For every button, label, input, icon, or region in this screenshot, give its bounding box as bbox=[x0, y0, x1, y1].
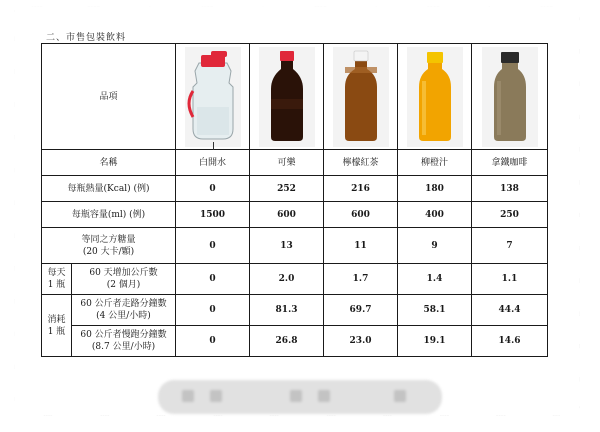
group-label-line1: 每天 bbox=[47, 268, 66, 278]
print-icon[interactable] bbox=[182, 390, 194, 402]
table-cell: 138 bbox=[472, 176, 548, 202]
table-cell: 19.1 bbox=[398, 326, 472, 357]
table-cell: 0 bbox=[176, 295, 250, 326]
zoom-icon[interactable] bbox=[394, 390, 406, 402]
table-cell: 0 bbox=[176, 326, 250, 357]
table-cell: 1500 bbox=[176, 202, 250, 228]
page-up-icon[interactable] bbox=[290, 390, 302, 402]
table-cell: 250 bbox=[472, 202, 548, 228]
drink-name: 白開水 bbox=[176, 150, 250, 176]
table-cell: 0 bbox=[176, 176, 250, 202]
table-cell: 600 bbox=[250, 202, 324, 228]
group-label-line1: 消耗 bbox=[47, 314, 66, 325]
row-label bbox=[72, 264, 176, 295]
viewer-toolbar[interactable] bbox=[158, 380, 442, 414]
name-label: 名稱 bbox=[42, 150, 176, 176]
row-label bbox=[72, 326, 176, 357]
table-cell: 1.1 bbox=[472, 264, 548, 295]
orange-juice-bottle-icon bbox=[407, 47, 463, 147]
volume-row bbox=[42, 202, 548, 228]
table-cell: 9 bbox=[398, 228, 472, 264]
table-cell: 400 bbox=[398, 202, 472, 228]
photo-cell-orange-juice bbox=[398, 44, 472, 150]
row-label-line1: 60 天增加公斤數 bbox=[89, 268, 158, 278]
cola-bottle-icon bbox=[259, 47, 315, 147]
group-label-daily bbox=[42, 264, 72, 295]
row-label: 每瓶容量(ml) (例) bbox=[42, 202, 176, 228]
drink-name: 檸檬紅茶 bbox=[324, 150, 398, 176]
row-label-line1: 等同之方糖量 bbox=[81, 234, 136, 245]
photo-cell-latte bbox=[472, 44, 548, 150]
row-label-line2: (20 大卡/顆) bbox=[82, 246, 135, 257]
table-cell: 13 bbox=[250, 228, 324, 264]
table-cell: 69.7 bbox=[324, 295, 398, 326]
row-label-line2: (8.7 公里/小時) bbox=[91, 342, 156, 352]
download-icon[interactable] bbox=[210, 390, 222, 402]
table-cell: 0 bbox=[176, 228, 250, 264]
table-cell: 1.7 bbox=[324, 264, 398, 295]
table-cell: 7 bbox=[472, 228, 548, 264]
row-label-line1: 60 公斤者慢跑分鐘數 bbox=[80, 330, 167, 340]
table-cell: 81.3 bbox=[250, 295, 324, 326]
table-cell: 180 bbox=[398, 176, 472, 202]
table-cell: 600 bbox=[324, 202, 398, 228]
group-label-line2: 1 瓶 bbox=[47, 280, 66, 290]
table-cell: 44.4 bbox=[472, 295, 548, 326]
table-cell: 0 bbox=[176, 264, 250, 295]
item-label: 品項 bbox=[42, 44, 176, 150]
section-title: 二、市售包裝飲料 bbox=[46, 33, 127, 43]
table-cell: 2.0 bbox=[250, 264, 324, 295]
row-label-line1: 60 公斤者走路分鐘數 bbox=[80, 299, 167, 309]
table-cell: 26.8 bbox=[250, 326, 324, 357]
row-label bbox=[42, 228, 176, 264]
row-label bbox=[72, 295, 176, 326]
jogging-row bbox=[42, 326, 548, 357]
walking-row bbox=[42, 295, 548, 326]
photo-cell-cola bbox=[250, 44, 324, 150]
table-cell: 1.4 bbox=[398, 264, 472, 295]
sugar-cube-row bbox=[42, 228, 548, 264]
page-down-icon[interactable] bbox=[318, 390, 330, 402]
beverage-table bbox=[41, 43, 548, 357]
table-cell: 11 bbox=[324, 228, 398, 264]
name-row bbox=[42, 150, 548, 176]
table-cell: 14.6 bbox=[472, 326, 548, 357]
row-label-line2: (4 公里/小時) bbox=[96, 311, 151, 321]
table-cell: 23.0 bbox=[324, 326, 398, 357]
table-cell: 252 bbox=[250, 176, 324, 202]
drink-name: 拿鐵咖啡 bbox=[472, 150, 548, 176]
photo-cell-water bbox=[176, 44, 250, 150]
table-cell: 216 bbox=[324, 176, 398, 202]
table-cell: 58.1 bbox=[398, 295, 472, 326]
photo-cell-lemon-tea bbox=[324, 44, 398, 150]
water-pitcher-icon bbox=[185, 47, 241, 147]
group-label-burn bbox=[42, 295, 72, 357]
drink-name: 可樂 bbox=[250, 150, 324, 176]
row-label-line2: (2 個月) bbox=[106, 280, 141, 290]
calories-row bbox=[42, 176, 548, 202]
drink-name: 柳橙汁 bbox=[398, 150, 472, 176]
latte-bottle-icon bbox=[482, 47, 538, 147]
row-label: 每瓶熱量(Kcal) (例) bbox=[42, 176, 176, 202]
lemon-tea-bottle-icon bbox=[333, 47, 389, 147]
photo-row bbox=[42, 44, 548, 150]
group-label-line2: 1 瓶 bbox=[47, 326, 66, 337]
weight-gain-row bbox=[42, 264, 548, 295]
